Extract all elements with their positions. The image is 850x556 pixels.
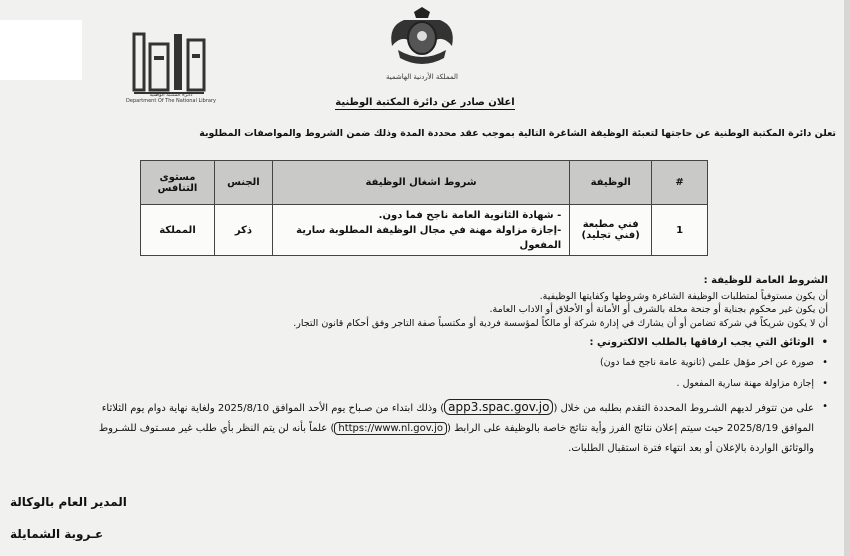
document-item xyxy=(38,356,828,370)
coat-of-arms-icon xyxy=(384,6,460,72)
bullet-icon: • xyxy=(822,400,828,412)
library-logo-english: Department Of The National Library xyxy=(126,98,216,104)
job-table xyxy=(140,160,708,256)
notice-text: على من تتوفر لديهم الشـروط المحددة التقدم بطلبه من خلال ( xyxy=(553,402,814,414)
bullet-icon: • xyxy=(822,356,828,368)
header-num: # xyxy=(652,161,708,205)
bullet-icon: • xyxy=(821,337,828,348)
condition-1: - شهادة الثانوية العامة ناجح فما دون. xyxy=(378,209,562,221)
library-logo-caption xyxy=(125,92,217,104)
kingdom-name: المملكة الأردنية الهاشمية xyxy=(385,73,459,81)
header-level: مستوى التنافس xyxy=(141,161,215,205)
condition-2: -إجازة مزاولة مهنة في مجال الوظيفة المطلوبة سارية المفعول xyxy=(296,224,562,251)
cell-conditions xyxy=(272,205,569,256)
title-text: اعلان صادر عن دائرة المكتبة الوطنية xyxy=(335,97,515,108)
table-header-row xyxy=(141,161,708,205)
header-conditions: شروط اشغال الوظيفة xyxy=(272,161,569,205)
application-site-link[interactable]: app3.spac.gov.jo xyxy=(444,399,553,415)
header-gender: الجنس xyxy=(214,161,272,205)
results-link[interactable]: https://www.nl.gov.jo xyxy=(334,422,447,435)
job-subtitle: (فني تجليد) xyxy=(581,230,640,241)
cell-gender: ذكر xyxy=(214,205,272,256)
announcement-title xyxy=(250,97,600,108)
document-item-text: إجازة مزاولة مهنة سارية المفعول . xyxy=(676,378,814,389)
notice-text: ) وذلك ابتداء من صـباح يوم الأحد الموافق 2025/8/10 ولغاية نهاية دوام يوم الثلاثاء xyxy=(101,402,445,414)
signatory-name: عـروبة الشمايلة xyxy=(10,527,104,541)
document-item-text: صورة عن اخر مؤهل علمي (ثانوية عامة ناجح فما دون) xyxy=(599,356,814,368)
header-job: الوظيفة xyxy=(570,161,652,205)
document-item xyxy=(38,377,828,391)
general-conditions-heading xyxy=(38,274,828,288)
general-item: أن يكون غير محكوم بجناية أو جنحة مخلة بالشرف أو الأمانة أو الأخلاق أو الاداب العامة. xyxy=(489,304,828,315)
table-row xyxy=(141,205,708,256)
notice-text: الموافق 2025/8/19 حيث سيتم إعلان نتائج الفرز وأية نتائج خاصة بالوظيفة على الرابط ( xyxy=(446,422,814,434)
general-heading-text: الشروط العامة للوظيفة : xyxy=(703,275,828,286)
notice-text: والوثائق الواردة بالإعلان أو بعد انتهاء فترة استقبال الطلبات. xyxy=(568,442,814,454)
general-item: أن لا يكون شريكاً في شركة تضامن أو أن يشارك في إدارة شركة أو مالكاً لمؤسسة فردية أو مكتسباً صفة التاجر وفق أحكام قانون التجار. xyxy=(293,317,828,329)
cell-level: المملكة xyxy=(141,205,215,256)
intro-paragraph: تعلن دائرة المكتبة الوطنية عن حاجتها لتعبئة الوظيفة الشاغرة التالية بموجب عقد محددة المدة وذلك ضمن الشروط والمواصفات المطلوبة xyxy=(199,128,836,139)
job-title: فني مطبعة xyxy=(582,219,639,230)
blank-patch xyxy=(0,20,82,80)
documents-heading xyxy=(38,336,828,350)
announcement-body xyxy=(38,274,828,459)
documents-heading-text: الوثائق التي يجب ارفاقها بالطلب الالكتروني : xyxy=(589,337,814,348)
bullet-icon: • xyxy=(822,378,828,389)
application-notice xyxy=(38,397,828,459)
cell-num: 1 xyxy=(652,205,708,256)
cell-job xyxy=(570,205,652,256)
general-item: أن يكون مستوفياً لمتطلبات الوظيفة الشاغرة وشروطها وكفايتها الوظيفية. xyxy=(539,290,828,302)
scan-edge xyxy=(844,0,850,556)
notice-text: ) علماً بأنه لن يتم النظر بأي طلب غير مسـتوف للشـروط xyxy=(98,422,335,434)
library-logo-arabic: دائرة المكتبة الوطنية xyxy=(149,92,193,98)
signatory-role: المدير العام بالوكالة xyxy=(10,495,127,509)
